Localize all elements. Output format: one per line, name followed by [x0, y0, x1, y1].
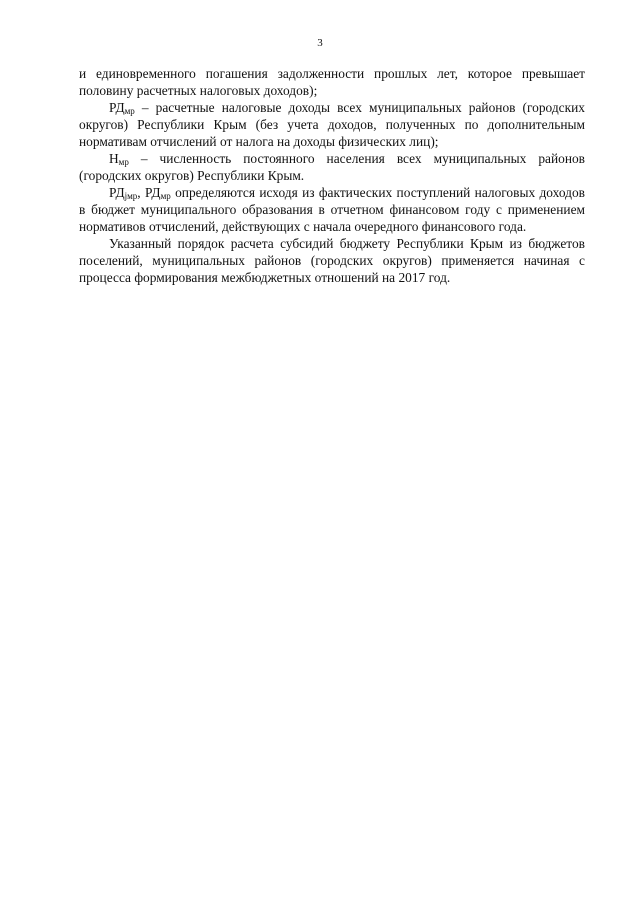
term-separator: ,: [137, 185, 145, 200]
paragraph-text: – численность постоянного населения всех муниципальных районов (городских округов) Республики Крым.: [79, 151, 585, 183]
term-rd: РД: [109, 100, 125, 115]
paragraph-n-mr-definition: [79, 150, 585, 184]
term-rd-j-subscript: jмр: [124, 191, 138, 201]
paragraph-text: Указанный порядок расчета субсидий бюджету Республики Крым из бюджетов поселений, муниципальных районов (городских округов) применяется начиная с процесса формирования межбюджетных отношений на 2017 год.: [79, 236, 585, 285]
term-n-subscript: мр: [118, 157, 129, 167]
page-number: 3: [317, 37, 323, 49]
paragraph-text: и единовременного погашения задолженности прошлых лет, которое превышает половину расчетных налоговых доходов);: [79, 66, 585, 98]
term-n: Н: [109, 151, 119, 166]
term-rd-subscript: мр: [124, 106, 135, 116]
term-rd-mr-subscript: мр: [160, 191, 171, 201]
paragraph-rd-mr-definition: [79, 99, 585, 150]
document-body: [79, 65, 585, 286]
paragraph-procedure-2017: [79, 235, 585, 286]
term-rd-mr: РД: [144, 185, 161, 200]
term-rd-j: РД: [109, 185, 125, 200]
paragraph-text: – расчетные налоговые доходы всех муниципальных районов (городских округов) Республики Крым (без учета доходов, полученных по дополнительным нормативам отчислений от налога на доходы физических лиц);: [79, 100, 585, 149]
paragraph-text: определяются исходя из фактических поступлений налоговых доходов в бюджет муниципального образования в отчетном финансовом году с применением нормативов отчислений, действующих с начала очередного финансового года.: [79, 185, 585, 234]
paragraph-debt-continuation: [79, 65, 585, 99]
paragraph-rd-calculation: [79, 184, 585, 235]
